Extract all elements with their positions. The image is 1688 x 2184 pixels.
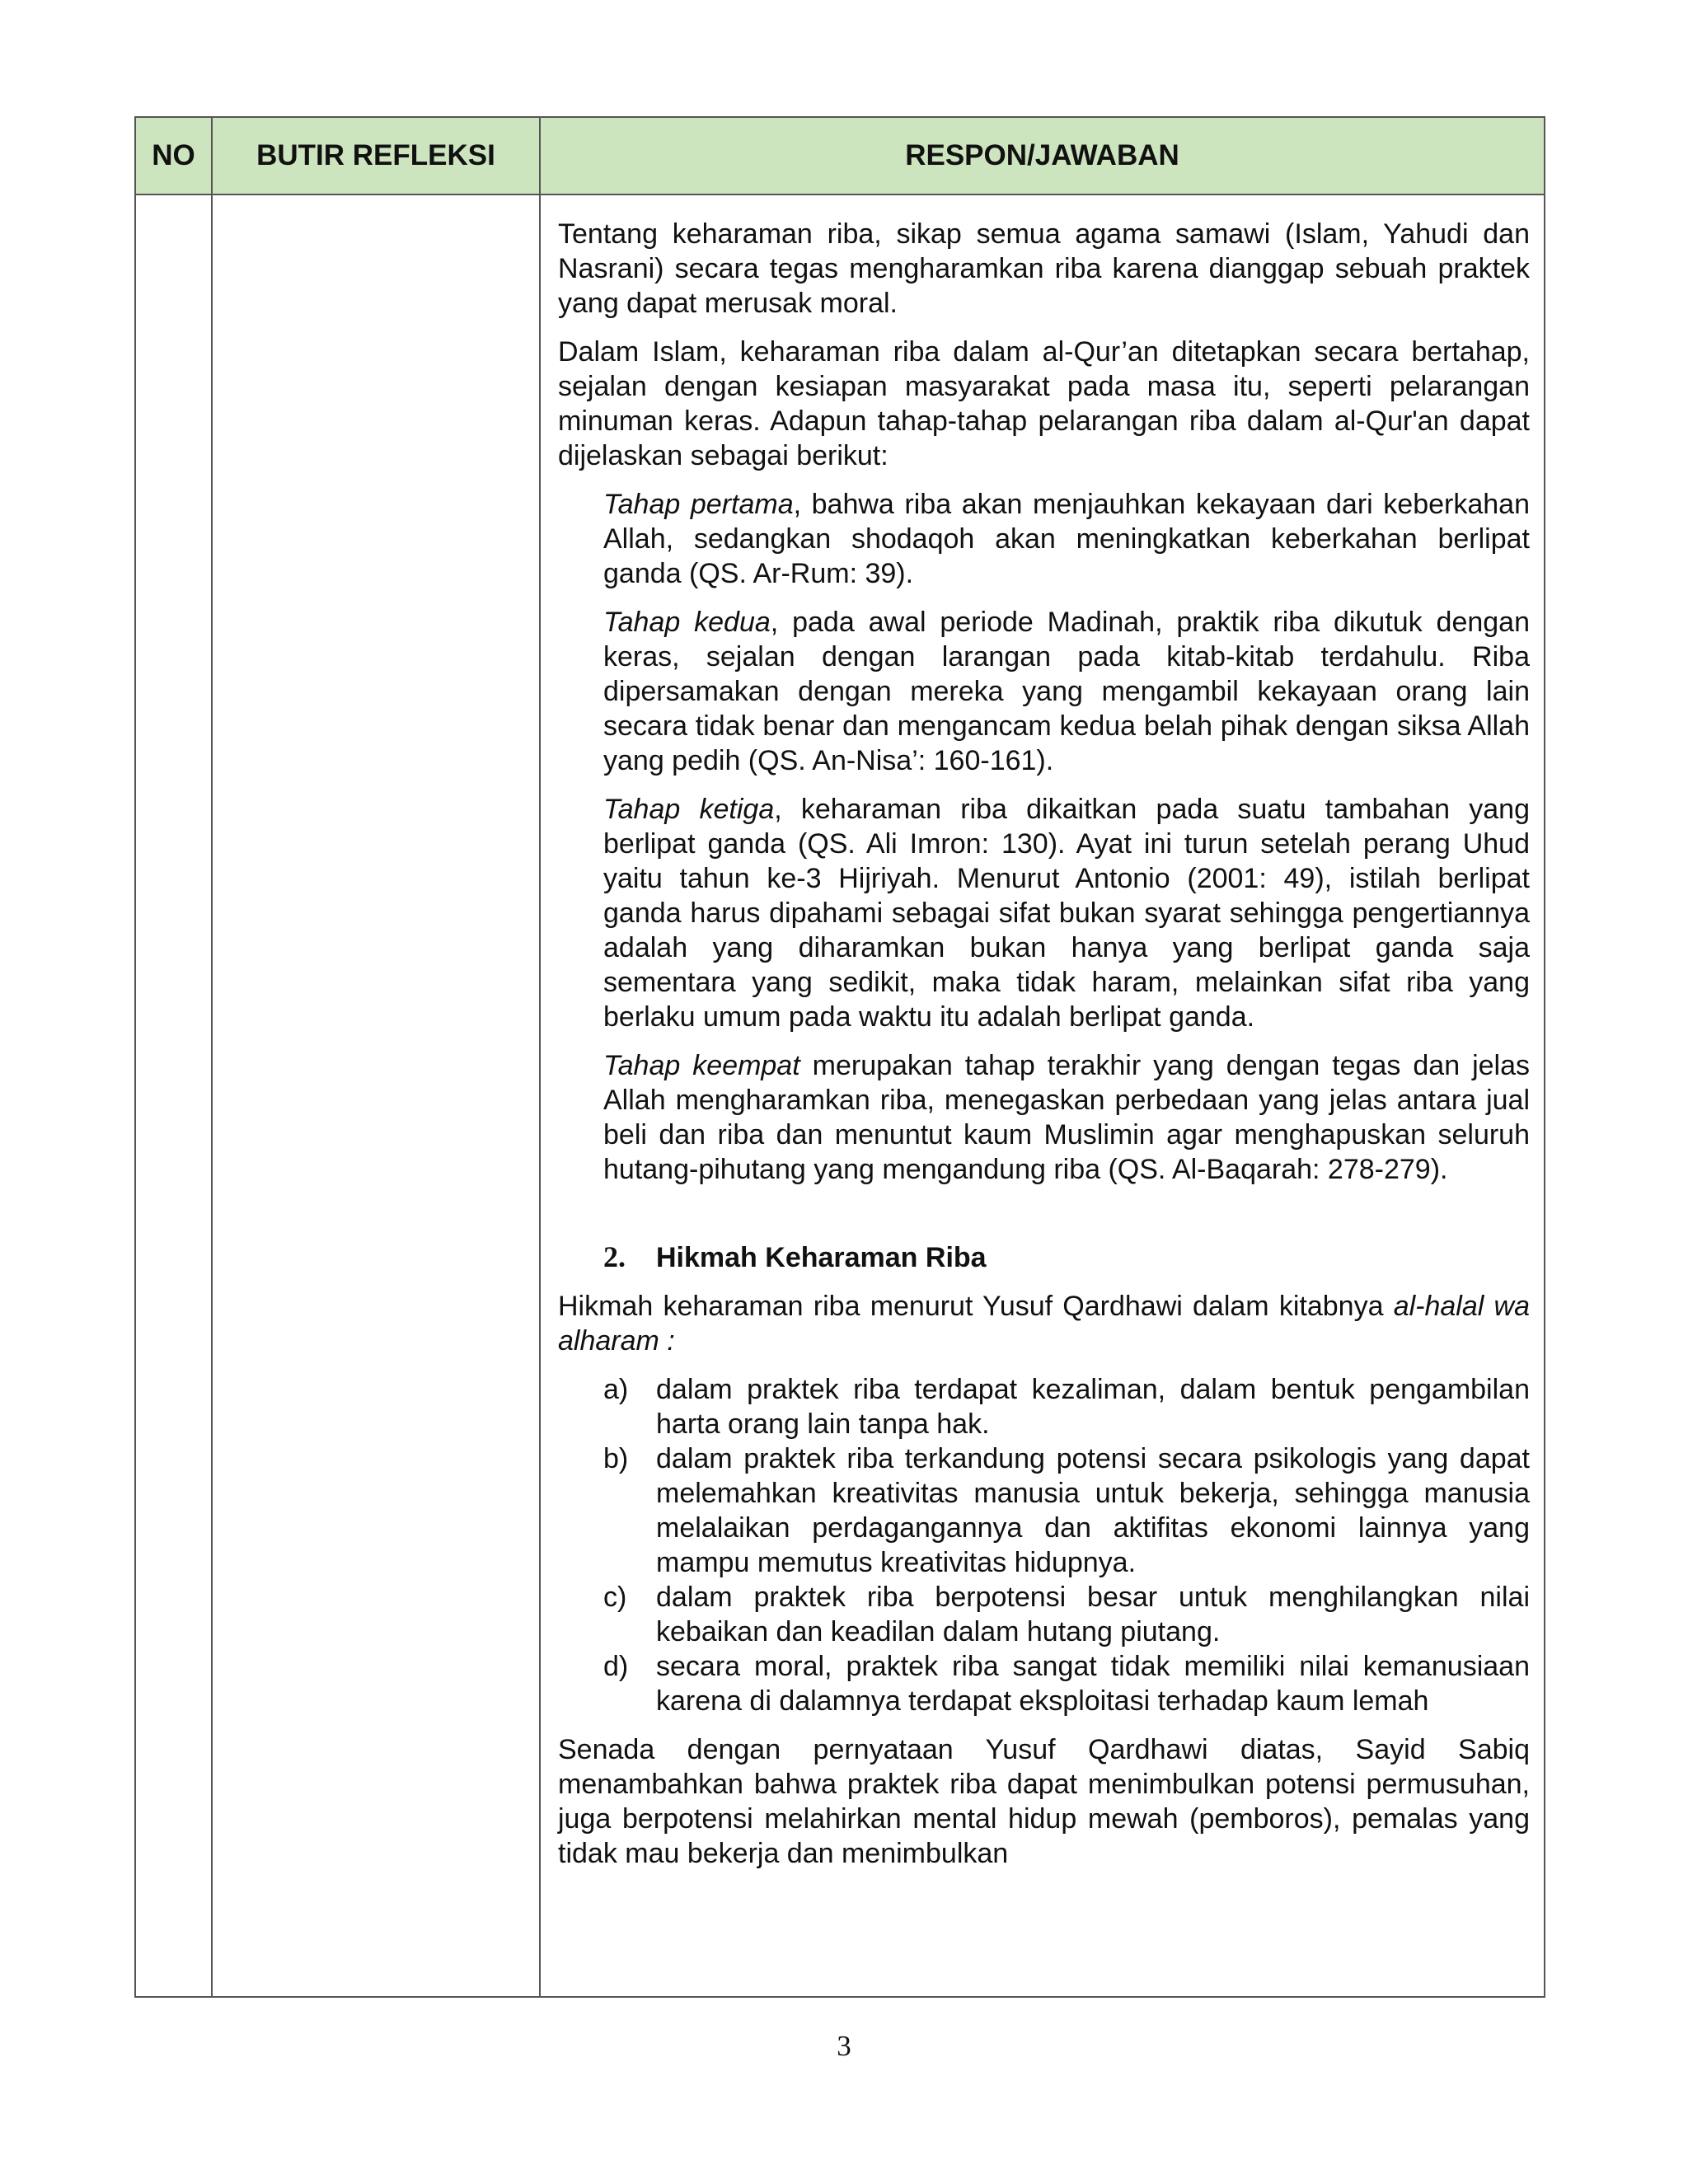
list-item-text: secara moral, praktek riba sangat tidak memiliki nilai kemanusiaan karena di dalamnya terdapat eksploitasi terhadap kaum lemah: [656, 1651, 1530, 1717]
cell-butir: [212, 194, 540, 1997]
stage-label: Tahap kedua: [603, 607, 771, 638]
stage-3: [603, 792, 1530, 1034]
list-item-text: dalam praktek riba terdapat kezaliman, dalam bentuk pengambilan harta orang lain tanpa hak.: [656, 1374, 1530, 1440]
section-title: Hikmah Keharaman Riba: [656, 1242, 987, 1273]
hikmah-intro-text: Hikmah keharaman riba menurut Yusuf Qardhawi dalam kitabnya: [558, 1291, 1394, 1322]
section-heading: [603, 1240, 1530, 1275]
stage-2: [603, 605, 1530, 778]
paragraph-sayid-sabiq: Senada dengan pernyataan Yusuf Qardhawi diatas, Sayid Sabiq menambahkan bahwa praktek riba dapat menimbulkan potensi permusuhan, juga berpotensi melahirkan mental hidup mewah (pemboros), pemalas yang tidak mau bekerja dan menimbulkan: [558, 1734, 1530, 1869]
header-butir-refleksi: BUTIR REFLEKSI: [212, 117, 540, 194]
reflection-table: [134, 116, 1545, 1998]
list-item-text: dalam praktek riba berpotensi besar untuk menghilangkan nilai kebaikan dan keadilan dalam hutang piutang.: [656, 1582, 1530, 1647]
stage-4: [603, 1048, 1530, 1187]
list-item: [603, 1649, 1530, 1718]
stage-label: Tahap pertama: [603, 489, 794, 520]
list-marker: c): [603, 1582, 627, 1613]
stage-text: , bahwa riba akan menjauhkan kekayaan dari keberkahan Allah, sedangkan shodaqoh akan meningkatkan keberkahan berlipat ganda (QS. Ar-Rum: 39).: [603, 489, 1530, 589]
list-marker: d): [603, 1651, 629, 1682]
list-marker: a): [603, 1374, 629, 1405]
stage-label: Tahap keempat: [603, 1050, 800, 1081]
hikmah-list: [603, 1372, 1530, 1718]
table-header-row: [135, 117, 1545, 194]
cell-respon: [540, 194, 1545, 1997]
table-row: [135, 194, 1545, 1997]
header-no: NO: [135, 117, 212, 194]
list-item: [603, 1441, 1530, 1580]
paragraph-hikmah-intro: [558, 1289, 1530, 1358]
stage-text: , keharaman riba dikaitkan pada suatu tambahan yang berlipat ganda (QS. Ali Imron: 130). Ayat ini turun setelah perang Uhud yaitu tahun ke-3 Hijriyah. Menurut Antonio (2001: 49), istilah berlipat ganda harus dipahami sebagai sifat bukan syarat sehingga pengertiannya adalah yang diharamkan bukan hanya yang berlipat ganda saja sementara yang sedikit, maka tidak haram, melainkan sifat riba yang berlaku umum pada waktu itu adalah berlipat ganda.: [603, 794, 1530, 1033]
page-number: 3: [837, 2030, 851, 2062]
stage-label: Tahap ketiga: [603, 794, 775, 825]
paragraph-intro: Tentang keharaman riba, sikap semua agama samawi (Islam, Yahudi dan Nasrani) secara tegas mengharamkan riba karena dianggap sebuah praktek yang dapat merusak moral.: [558, 218, 1530, 319]
hikmah-book-title: al-halal wa alharam :: [558, 1291, 1531, 1357]
paragraph-islam: Dalam Islam, keharaman riba dalam al-Qur’an ditetapkan secara bertahap, sejalan dengan kesiapan masyarakat pada masa itu, seperti pelarangan minuman keras. Adapun tahap-tahap pelarangan riba dalam al-Qur'an dapat dijelaskan sebagai berikut:: [558, 336, 1530, 471]
list-item-text: dalam praktek riba terkandung potensi secara psikologis yang dapat melemahkan kreativitas manusia untuk bekerja, sehingga manusia melalaikan perdagangannya dan aktifitas ekonomi lainnya yang mampu memutus kreativitas hidupnya.: [656, 1443, 1530, 1578]
section-number: 2.: [603, 1240, 626, 1273]
stage-text: , pada awal periode Madinah, praktik riba dikutuk dengan keras, sejalan dengan larangan pada kitab-kitab terdahulu. Riba dipersamakan dengan mereka yang mengambil kekayaan orang lain secara tidak benar dan mengancam kedua belah pihak dengan siksa Allah yang pedih (QS. An-Nisa’: 160-161).: [603, 607, 1531, 776]
list-item: [603, 1580, 1530, 1649]
stage-text: merupakan tahap terakhir yang dengan tegas dan jelas Allah mengharamkan riba, menegaskan perbedaan yang jelas antara jual beli dan riba dan menuntut kaum Muslimin agar menghapuskan seluruh hutang-pihutang yang mengandung riba (QS. Al-Baqarah: 278-279).: [603, 1050, 1531, 1185]
list-marker: b): [603, 1443, 629, 1474]
stage-1: [603, 487, 1530, 591]
header-respon-jawaban: RESPON/JAWABAN: [540, 117, 1545, 194]
cell-no: [135, 194, 212, 1997]
list-item: [603, 1372, 1530, 1441]
